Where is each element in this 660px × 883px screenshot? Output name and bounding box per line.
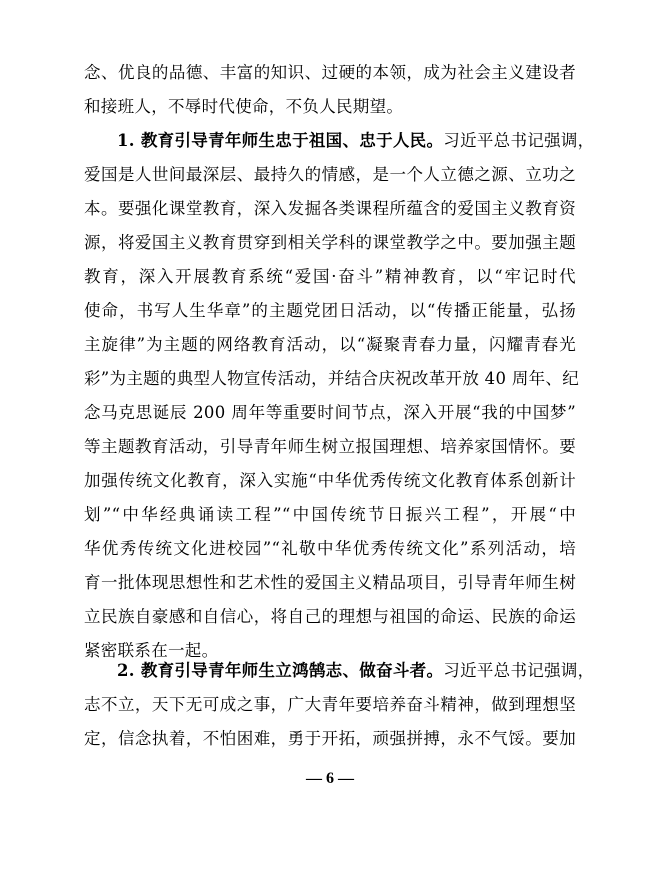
text-line: 彩”为主题的典型人物宣传活动，并结合庆祝改革开放 40 周年、纪	[84, 369, 580, 388]
text-line: 源，将爱国主义教育贯穿到相关学科的课堂教学之中。要加强主题	[84, 233, 576, 252]
text-line: 教育，深入开展教育系统“爱国·奋斗”精神教育，以“牢记时代	[84, 267, 576, 286]
text-line: 划”“中华经典诵读工程”“中国传统节日振兴工程”，开展“中	[84, 505, 576, 524]
text-span: 习近平总书记强调，	[443, 131, 595, 150]
text-line: 本。要强化课堂教育，深入发掘各类课程所蕴含的爱国主义教育资	[84, 199, 576, 218]
paragraph-continuation	[84, 56, 576, 124]
text-line: 志不立，天下无可成之事，广大青年要培养奋斗精神，做到理想坚	[84, 695, 576, 714]
paragraph-heading: 2. 教育引导青年师生立鸿鹄志、做奋斗者。	[117, 661, 444, 680]
text-line: 念、优良的品德、丰富的知识、过硬的本领，成为社会主义建设者	[84, 63, 576, 82]
page-number: — 6 —	[306, 770, 354, 787]
paragraph-1	[84, 124, 595, 668]
text-line: 立民族自豪感和自信心，将自己的理想与祖国的命运、民族的命运	[84, 607, 576, 626]
text-line: 使命，书写人生华章”的主题党团日活动，以“传播正能量，弘扬	[84, 301, 576, 320]
text-span: 习近平总书记强调，	[443, 661, 595, 680]
text-line: 育一批体现思想性和艺术性的爱国主义精品项目，引导青年师生树	[84, 573, 576, 592]
text-line: 华优秀传统文化进校园”“礼敬中华优秀传统文化”系列活动，培	[84, 539, 576, 558]
text-line: 主旋律”为主题的网络教育活动，以“凝聚青春力量，闪耀青春光	[84, 335, 576, 354]
text-line: 定，信念执着，不怕困难，勇于开拓，顽强拼搏，永不气馁。要加	[84, 729, 576, 748]
text-line: 和接班人，不辱时代使命，不负人民期望。	[84, 97, 404, 116]
text-line: 念马克思诞辰 200 周年等重要时间节点，深入开展“我的中国梦”	[84, 403, 576, 422]
text-line: 加强传统文化教育，深入实施“中华优秀传统文化教育体系创新计	[84, 471, 576, 490]
text-line: 紧密联系在一起。	[84, 641, 219, 660]
text-line: 等主题教育活动，引导青年师生树立报国理想、培养家国情怀。要	[84, 437, 576, 456]
paragraph-first-line	[84, 654, 595, 688]
text-line: 爱国是人世间最深层、最持久的情感，是一个人立德之源、立功之	[84, 165, 576, 184]
paragraph-heading: 1. 教育引导青年师生忠于祖国、忠于人民。	[117, 131, 444, 150]
paragraph-2	[84, 654, 595, 756]
paragraph-first-line	[84, 124, 595, 158]
